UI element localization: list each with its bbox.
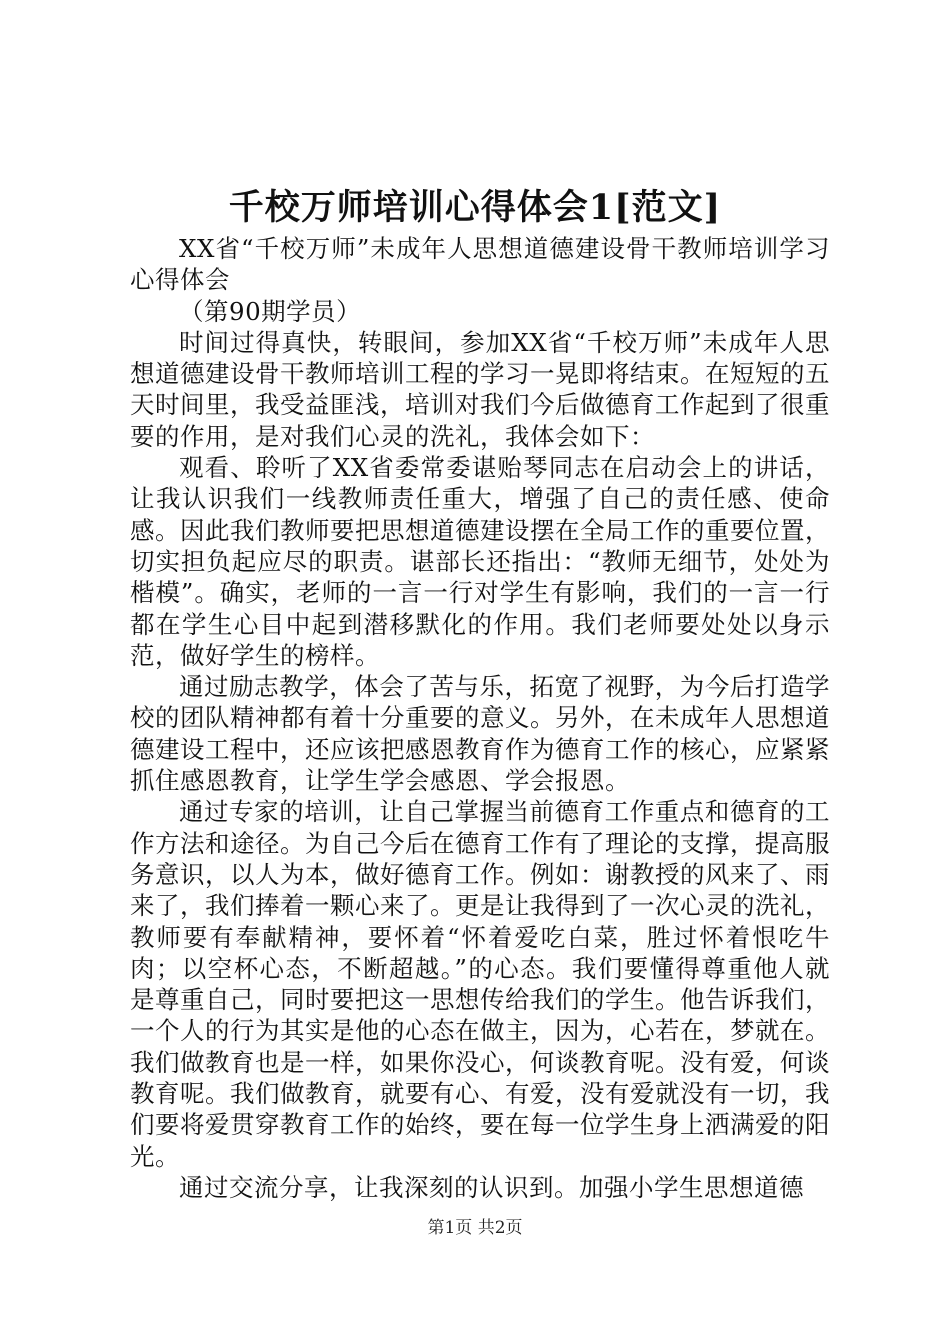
document-title: 千校万师培训心得体会1[范文]: [228, 187, 722, 228]
paragraph-session: （第90期学员）: [179, 296, 362, 326]
document-body: [130, 233, 830, 1203]
paragraph-heading: XX省“千校万师”未成年人思想道德建设骨干教师培训学习心得体会: [130, 234, 830, 295]
paragraph-speech: 观看、聆听了XX省委常委谌贻琴同志在启动会上的讲话，让我认识我们一线教师责任重大，增强了自己的责任感、使命感。因此我们教师要把思想道德建设摆在全局工作的重要位置，切实担负起应尽的职责。谌部长还指出：“教师无细节，处处为楷模”。确实，老师的一言一行对学生有影响，我们的一言一行都在学生心目中起到潜移默化的作用。我们老师要处处以身示范，做好学生的榜样。: [130, 453, 830, 670]
paragraph-intro: 时间过得真快，转眼间，参加XX省“千校万师”未成年人思想道德建设骨干教师培训工程的学习一晃即将结束。在短短的五天时间里，我受益匪浅，培训对我们今后做德育工作起到了很重要的作用，是对我们心灵的洗礼，我体会如下：: [130, 327, 830, 451]
paragraph-inspiration: 通过励志教学，体会了苦与乐，拓宽了视野，为今后打造学校的团队精神都有着十分重要的意义。另外，在未成年人思想道德建设工程中，还应该把感恩教育作为德育工作的核心，应紧紧抓住感恩教育，让学生学会感恩、学会报恩。: [130, 672, 830, 796]
paragraph-expert-training: 通过专家的培训，让自己掌握当前德育工作重点和德育的工作方法和途径。为自己今后在德育工作有了理论的支撑，提高服务意识，以人为本，做好德育工作。例如：谢教授的风来了、雨来了，我们捧着一颗心来了。更是让我得到了一次心灵的洗礼，教师要有奉献精神，要怀着“怀着爱吃白菜，胜过怀着恨吃牛肉；以空杯心态，不断超越。”的心态。我们要懂得尊重他人就是尊重自己，同时要把这一思想传给我们的学生。他告诉我们，一个人的行为其实是他的心态在做主，因为，心若在，梦就在。我们做教育也是一样，如果你没心，何谈教育呢。没有爱，何谈教育呢。我们做教育，就要有心、有爱，没有爱就没有一切，我们要将爱贯穿教育工作的始终，要在每一位学生身上洒满爱的阳光。: [130, 797, 830, 1171]
paragraph-sharing: 通过交流分享，让我深刻的认识到。加强小学生思想道德: [179, 1172, 804, 1202]
page-number: 第1页 共2页: [427, 1218, 523, 1238]
